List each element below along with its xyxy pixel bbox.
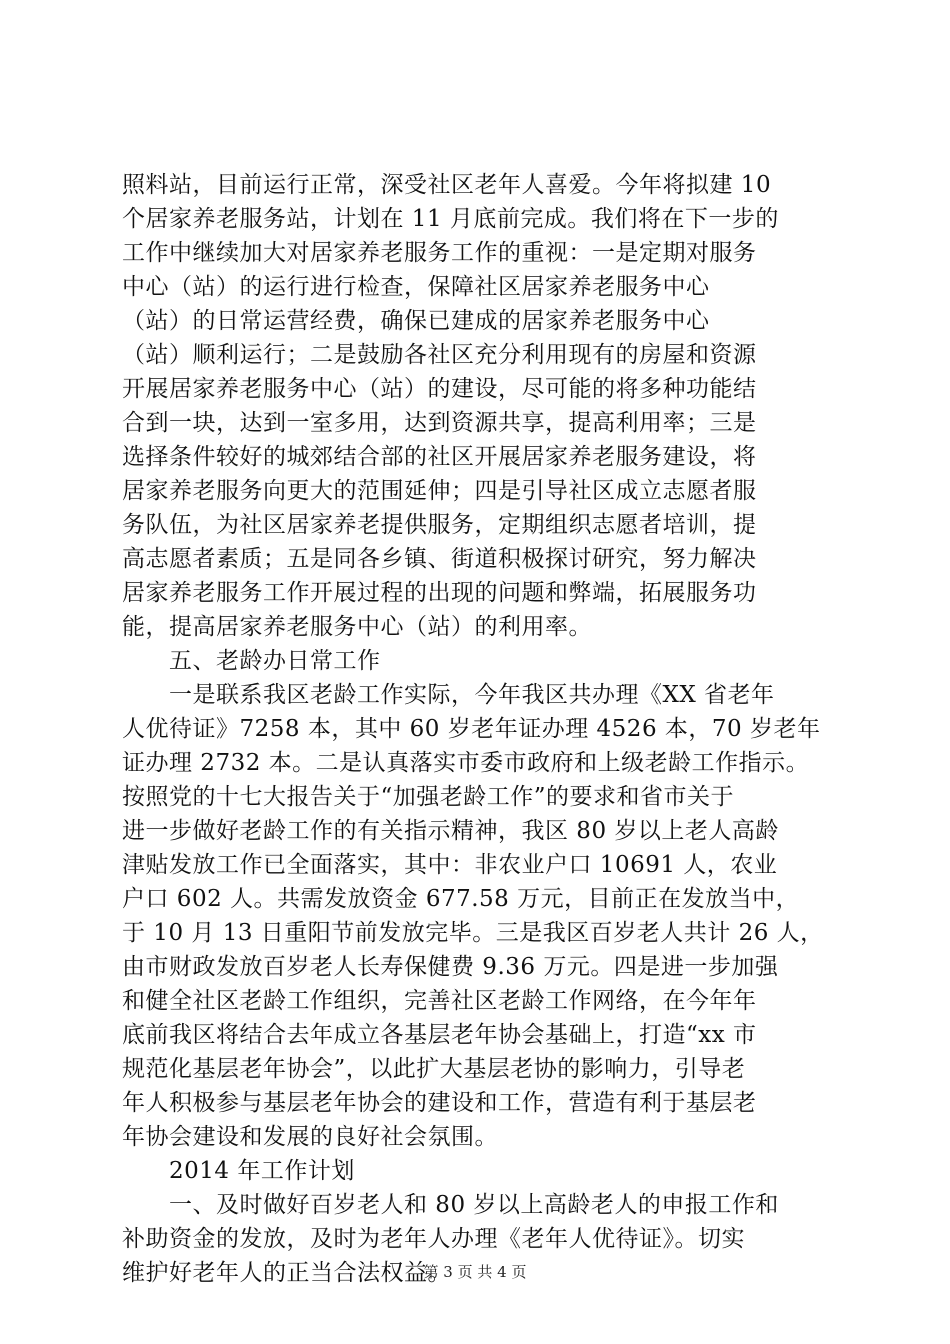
text-line: 证办理 2732 本。二是认真落实市委市政府和上级老龄工作指示。 [122,750,810,776]
page-number: 第 3 页 共 4 页 [423,1263,527,1281]
body-text [122,168,838,1290]
text-line: 人优待证》7258 本，其中 60 岁老年证办理 4526 本，70 岁老年 [122,716,821,742]
text-line: 底前我区将结合去年成立各基层老年协会基础上，打造“xx 市 [122,1022,757,1048]
text-line: 按照党的十七大报告关于“加强老龄工作”的要求和省市关于 [122,784,735,810]
text-line: （站）的日常运营经费，确保已建成的居家养老服务中心 [122,308,710,334]
text-line: 维护好老年人的正当合法权益。 [122,1260,451,1286]
text-line: 开展居家养老服务中心（站）的建设，尽可能的将多种功能结 [122,376,757,402]
section-heading: 2014 年工作计划 [122,1158,355,1184]
text-line: 一是联系我区老龄工作实际，今年我区共办理《XX 省老年 [122,682,775,708]
text-line: 能，提高居家养老服务中心（站）的利用率。 [122,614,592,640]
text-line: 年人积极参与基层老年协会的建设和工作，营造有利于基层老 [122,1090,757,1116]
text-line: 中心（站）的运行进行检查，保障社区居家养老服务中心 [122,274,710,300]
text-line: 津贴发放工作已全面落实，其中：非农业户口 10691 人，农业 [122,852,778,878]
text-line: 照料站，目前运行正常，深受社区老年人喜爱。今年将拟建 10 [122,172,772,198]
text-line: 选择条件较好的城郊结合部的社区开展居家养老服务建设，将 [122,444,757,470]
text-line: 个居家养老服务站，计划在 11 月底前完成。我们将在下一步的 [122,206,779,232]
text-line: 工作中继续加大对居家养老服务工作的重视：一是定期对服务 [122,240,757,266]
text-line: 和健全社区老龄工作组织，完善社区老龄工作网络，在今年年 [122,988,757,1014]
text-line: 进一步做好老龄工作的有关指示精神，我区 80 岁以上老人高龄 [122,818,779,844]
text-line: 一、及时做好百岁老人和 80 岁以上高龄老人的申报工作和 [122,1192,779,1218]
text-line: 务队伍，为社区居家养老提供服务，定期组织志愿者培训，提 [122,512,757,538]
section-heading: 五、老龄办日常工作 [122,648,381,674]
text-line: 由市财政发放百岁老人长寿保健费 9.36 万元。四是进一步加强 [122,954,779,980]
text-line: 高志愿者素质；五是同各乡镇、街道积极探讨研究，努力解决 [122,546,757,572]
text-line: 规范化基层老年协会”，以此扩大基层老协的影响力，引导老 [122,1056,746,1082]
text-line: （站）顺利运行；二是鼓励各社区充分利用现有的房屋和资源 [122,342,757,368]
text-line: 户口 602 人。共需发放资金 677.58 万元，目前正在发放当中， [122,886,800,912]
text-line: 合到一块，达到一室多用，达到资源共享，提高利用率；三是 [122,410,757,436]
text-line: 年协会建设和发展的良好社会氛围。 [122,1124,498,1150]
text-line: 居家养老服务工作开展过程的出现的问题和弊端，拓展服务功 [122,580,757,606]
text-line: 补助资金的发放，及时为老年人办理《老年人优待证》。切实 [122,1226,745,1252]
text-line: 居家养老服务向更大的范围延伸；四是引导社区成立志愿者服 [122,478,757,504]
text-line: 于 10 月 13 日重阳节前发放完毕。三是我区百岁老人共计 26 人， [122,920,824,946]
page-footer [0,1262,950,1282]
